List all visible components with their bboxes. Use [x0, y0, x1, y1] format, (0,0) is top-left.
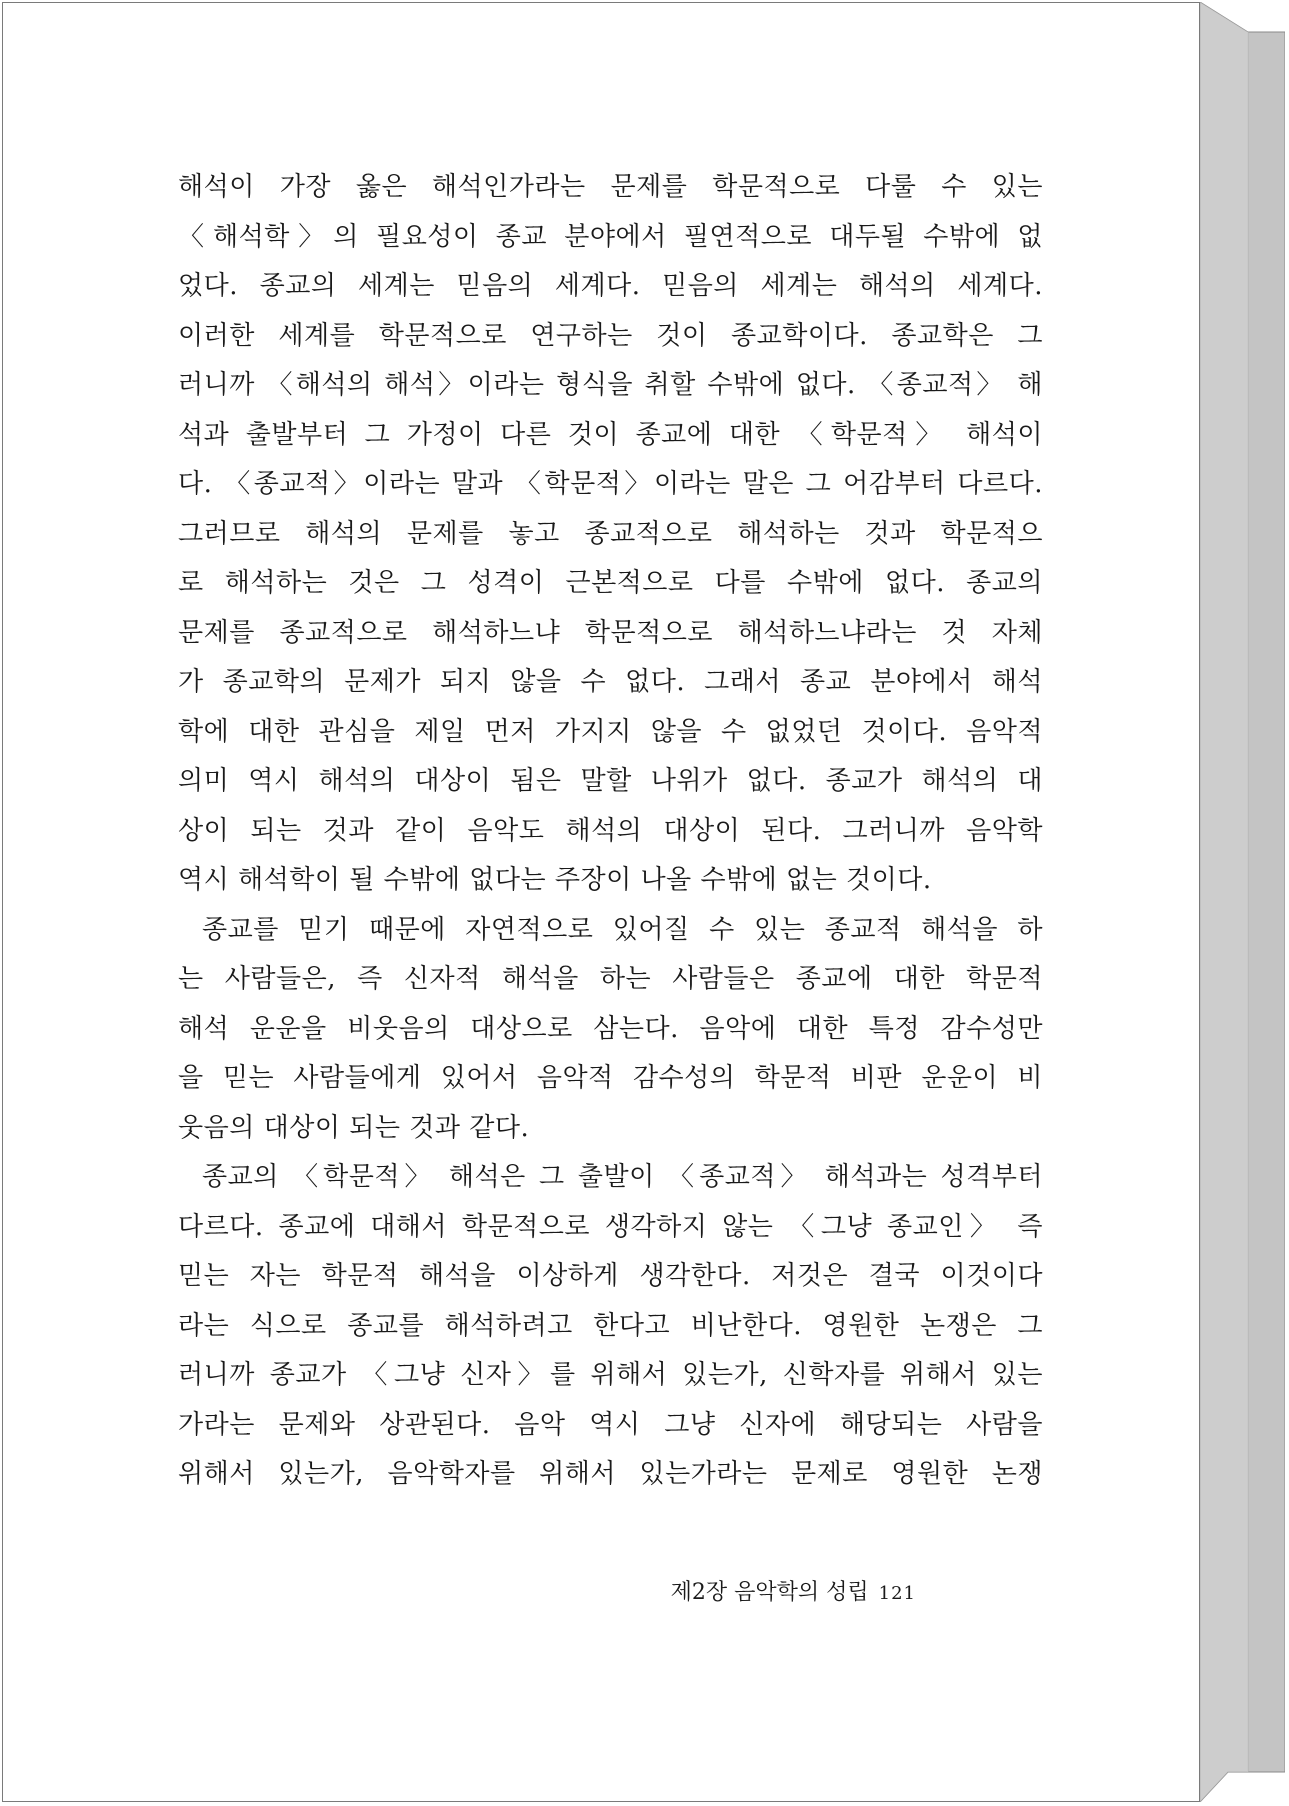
- text-line: 다. 〈종교적〉이라는 말과 〈학문적〉이라는 말은 그 어감부터 다르다.: [178, 469, 1043, 499]
- text-line: 종교의 〈학문적〉 해석은 그 출발이 〈종교적〉 해석과는 성격부터: [202, 1162, 1043, 1192]
- text-line: 이러한 세계를 학문적으로 연구하는 것이 종교학이다. 종교학은 그: [178, 320, 1043, 351]
- book-page: [2, 2, 1200, 1802]
- text-line: 문제를 종교적으로 해석하느냐 학문적으로 해석하느냐라는 것 자체: [178, 617, 1043, 648]
- text-line: 역시 해석학이 될 수밖에 없다는 주장이 나올 수밖에 없는 것이다.: [178, 865, 932, 895]
- page-footer: [671, 1575, 916, 1606]
- text-line: 러니까 종교가 〈그냥 신자〉를 위해서 있는가, 신학자를 위해서 있는: [178, 1360, 1043, 1390]
- page-number: 121: [878, 1583, 916, 1604]
- text-line: 가 종교학의 문제가 되지 않을 수 없다. 그래서 종교 분야에서 해석: [178, 667, 1043, 697]
- text-line: 석과 출발부터 그 가정이 다른 것이 종교에 대한 〈학문적〉 해석이: [178, 419, 1043, 450]
- text-line: 〈해석학〉의 필요성이 종교 분야에서 필연적으로 대두될 수밖에 없: [178, 221, 1043, 252]
- text-line: 라는 식으로 종교를 해석하려고 한다고 비난한다. 영원한 논쟁은 그: [178, 1310, 1043, 1341]
- text-line: 는 사람들은, 즉 신자적 해석을 하는 사람들은 종교에 대한 학문적: [178, 964, 1043, 994]
- text-line: 해석 운운을 비웃음의 대상으로 삼는다. 음악에 대한 특정 감수성만: [178, 1013, 1043, 1044]
- text-line: 상이 되는 것과 같이 음악도 해석의 대상이 된다. 그러니까 음악학: [178, 815, 1043, 846]
- text-line: 을 믿는 사람들에게 있어서 음악적 감수성의 학문적 비판 운운이 비: [178, 1063, 1043, 1093]
- text-line: 로 해석하는 것은 그 성격이 근본적으로 다를 수밖에 없다. 종교의: [178, 568, 1043, 598]
- chapter-title: 제2장 음악학의 성립: [670, 1580, 869, 1605]
- text-line: 었다. 종교의 세계는 믿음의 세계다. 믿음의 세계는 해석의 세계다.: [178, 271, 1043, 301]
- book-spine: [1200, 2, 1285, 1802]
- text-line: 가라는 문제와 상관된다. 음악 역시 그냥 신자에 해당되는 사람을: [178, 1409, 1043, 1440]
- text-line: 러니까 〈해석의 해석〉이라는 형식을 취할 수밖에 없다. 〈종교적〉 해: [178, 370, 1043, 400]
- text-line: 학에 대한 관심을 제일 먼저 가지지 않을 수 없었던 것이다. 음악적: [178, 716, 1043, 747]
- text-line: 위해서 있는가, 음악학자를 위해서 있는가라는 문제로 영원한 논쟁: [178, 1459, 1043, 1489]
- text-line: 종교를 믿기 때문에 자연적으로 있어질 수 있는 종교적 해석을 하: [202, 914, 1043, 945]
- text-line: 그러므로 해석의 문제를 놓고 종교적으로 해석하는 것과 학문적으: [178, 518, 1043, 549]
- text-line: 웃음의 대상이 되는 것과 같다.: [178, 1112, 530, 1143]
- body-text: [178, 163, 1043, 1500]
- text-line: 의미 역시 해석의 대상이 됨은 말할 나위가 없다. 종교가 해석의 대: [178, 766, 1043, 796]
- text-line: 해석이 가장 옳은 해석인가라는 문제를 학문적으로 다룰 수 있는: [178, 172, 1043, 202]
- text-line: 다르다. 종교에 대해서 학문적으로 생각하지 않는 〈그냥 종교인〉 즉: [178, 1211, 1043, 1242]
- text-line: 믿는 자는 학문적 해석을 이상하게 생각한다. 저것은 결국 이것이다: [178, 1261, 1043, 1291]
